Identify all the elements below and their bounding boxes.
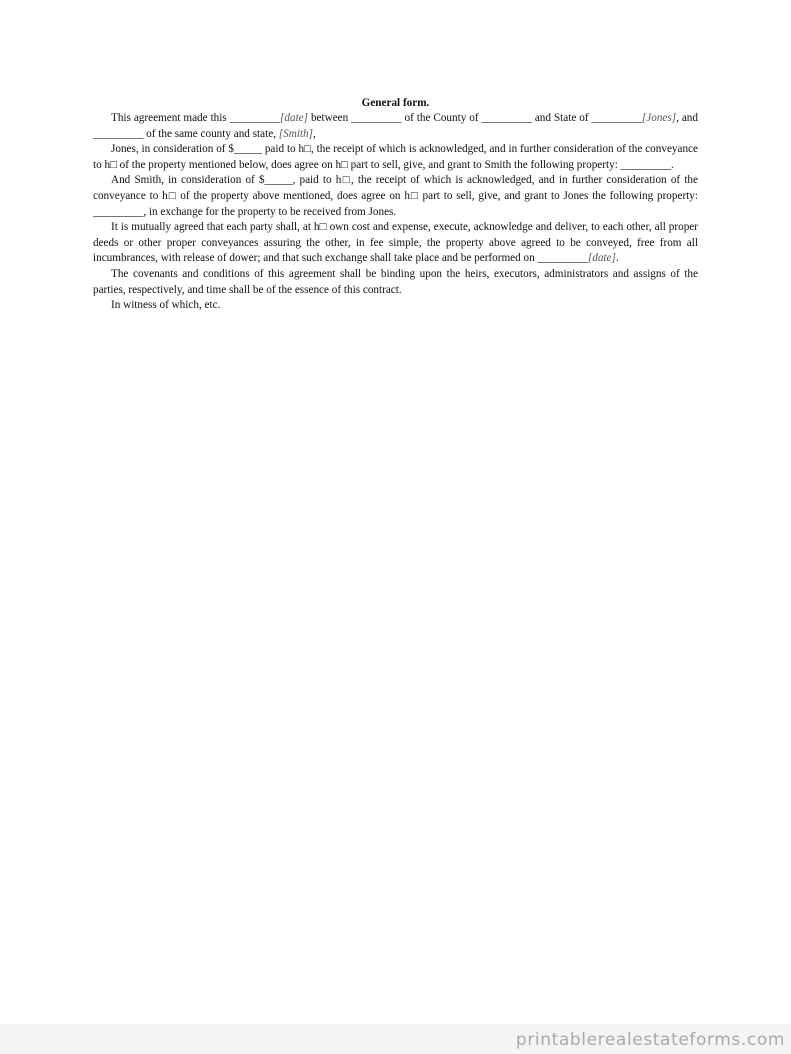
paragraph-text: This agreement made this _________ xyxy=(111,112,281,124)
paragraph-mutual-agreement xyxy=(93,220,698,267)
paragraph-text: , xyxy=(313,127,316,140)
paragraph-text: It is mutually agreed that each party shall, at h□ own cost and expense, execute, acknowledge and deliver, to each other, all proper deeds or other proper conveyances assuring the other, in fee simple, the property above agreed to be conveyed, free from all incumbrances, with release of dower; and that such exchange shall take place and be performed on _________ xyxy=(93,221,698,265)
paragraph-smith-consideration: And Smith, in consideration of $_____, paid to h□, the receipt of which is acknowledged, and in further consideration of the conveyance to h□ of the property above mentioned, does agree on h□ part to sell, give, and grant to Jones the following property: _________, in exchange for the property to be received from Jones. xyxy=(93,174,698,218)
date-field: [date] xyxy=(280,112,308,124)
paragraph-jones-consideration: Jones, in consideration of $_____ paid to h□, the receipt of which is acknowledged, and in further consideration of the conveyance to h□ of the property mentioned below, does agree on h□ part to sell, give, and grant to Smith the following property: _________. xyxy=(93,143,698,171)
paragraph-covenants: The covenants and conditions of this agreement shall be binding upon the heirs, executors, administrators and assigns of the parties, respectively, and time shall be of the essence of this contract. xyxy=(93,267,698,296)
paragraph-agreement-parties xyxy=(93,111,698,142)
date-field: [date] xyxy=(587,252,616,265)
document-title: General form. xyxy=(361,97,430,109)
footer-bar xyxy=(0,1024,791,1054)
smith-field: [Smith] xyxy=(278,127,313,140)
jones-field: [Jones] xyxy=(641,112,677,124)
document-body xyxy=(93,96,698,314)
paragraph-text: , and _________ of the same county and state, xyxy=(93,112,698,140)
paragraph-witness: In witness of which, etc. xyxy=(111,299,221,312)
paragraph-text: between _________ of the County of _________ and State of _________ xyxy=(308,112,642,124)
site-watermark: printablerealestateforms.com xyxy=(515,1030,785,1050)
paragraph-text: . xyxy=(615,252,619,265)
